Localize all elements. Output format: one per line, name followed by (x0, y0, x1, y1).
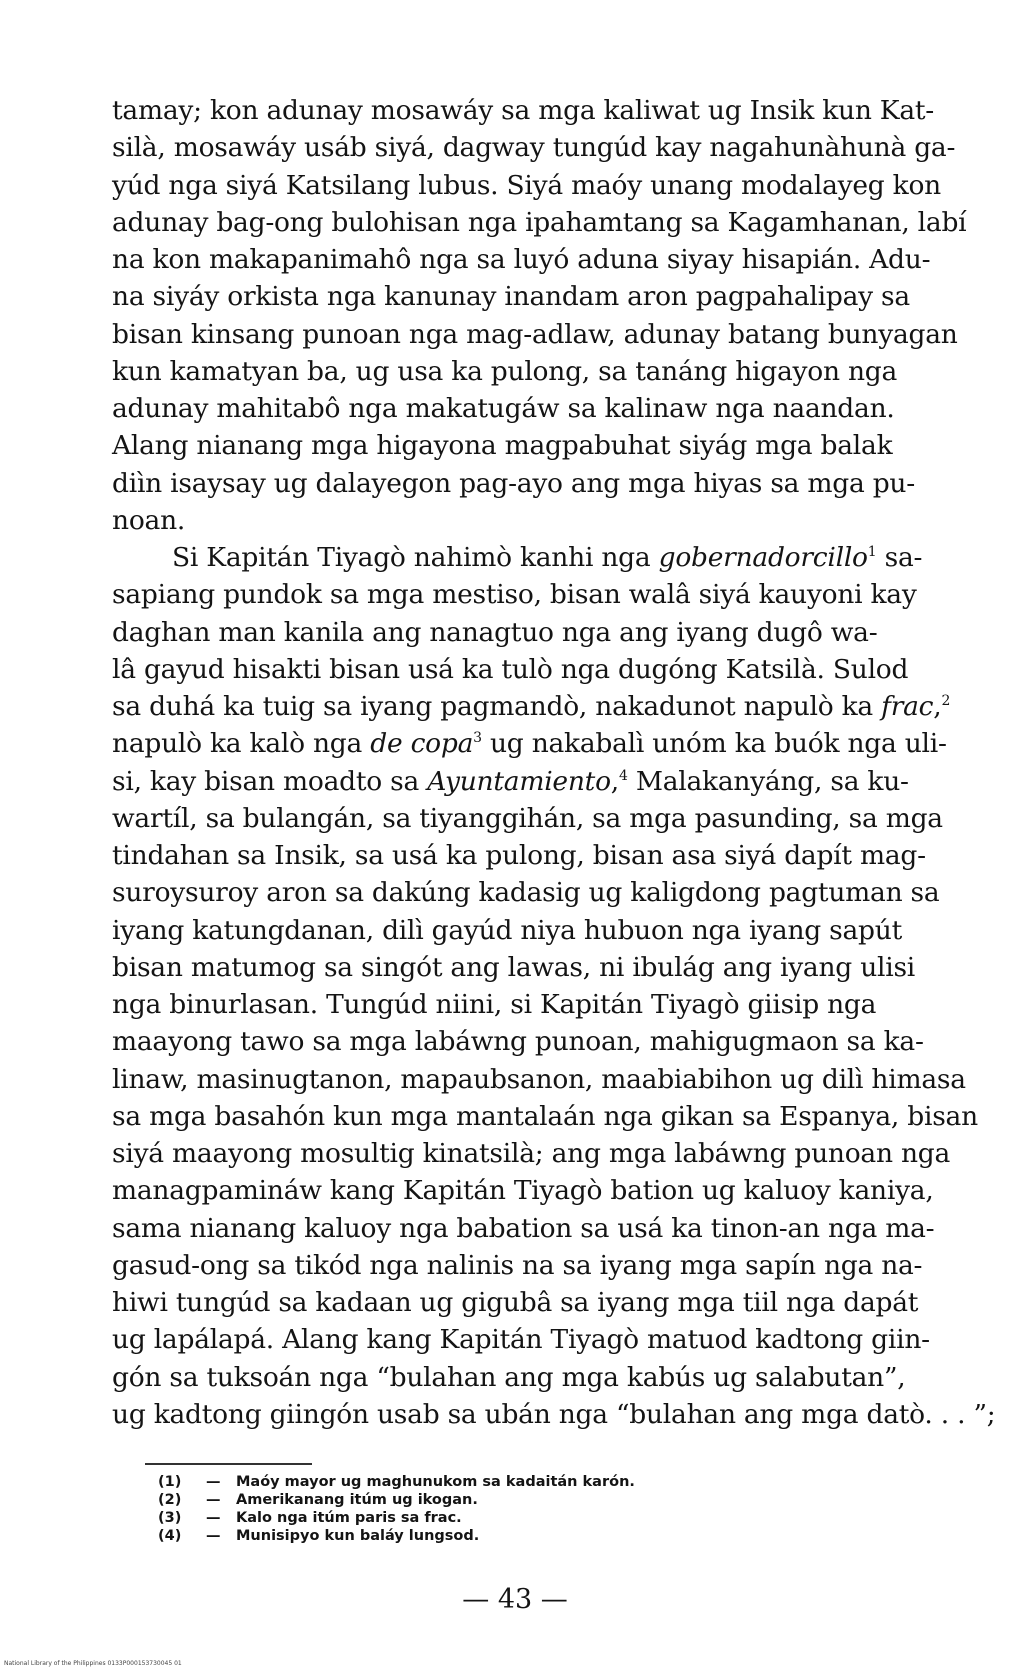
page-body (112, 92, 996, 1433)
text-line: kun kamatyan ba, ug usa ka pulong, sa tanáng higayon nga (112, 355, 898, 387)
text-run: si, kay bisan moadto sa (112, 765, 428, 797)
footnote-dash: — (206, 1528, 221, 1544)
text-line: tamay; kon adunay mosawáy sa mga kaliwat ug Insik kun Kat- (112, 95, 935, 126)
text-line: yúd nga siyá Katsilang lubus. Siyá maóy unang modalayeg kon (112, 169, 941, 201)
text-line: sa mga basahón kun mga mantalaán nga gikan sa Espanya, bisan (112, 1100, 978, 1132)
text-run: napulò ka kalò nga (112, 728, 371, 760)
footnote-number: (1) (158, 1474, 182, 1490)
footnote-ref: 2 (941, 693, 951, 710)
text-line: sapiang pundok sa mga mestiso, bisan walâ siyá kauyoni kay (112, 579, 917, 611)
page-number: — 43 — (462, 1584, 568, 1615)
text-line: adunay mahitabô nga makatugáw sa kalinaw nga naandan. (112, 393, 895, 424)
text-line: silà, mosawáy usáb siyá, dagway tungúd kay nagahunàhunà ga- (112, 132, 956, 164)
italic-term: gobernadorcillo (658, 542, 868, 573)
text-run: , (610, 765, 619, 797)
footnote-dash: — (206, 1474, 221, 1490)
text-line: wartíl, sa bulangán, sa tiyanggihán, sa mga pasunding, sa mga (112, 802, 943, 834)
footnote-dash: — (206, 1492, 221, 1508)
library-watermark: National Library of the Philippines 0133P000153730045 01 (4, 1660, 182, 1667)
text-run: Malakanyáng, sa ku- (627, 765, 909, 797)
footnote-text: Kalo nga itúm paris sa frac. (236, 1510, 462, 1526)
text-line: maayong tawo sa mga labáwng punoan, mahigugmaon sa ka- (112, 1026, 924, 1058)
text-line: lâ gayud hisakti bisan usá ka tulò nga dugóng Katsilà. Sulod (112, 653, 909, 685)
footnote-ref: 4 (618, 767, 628, 784)
footnote-dash: — (206, 1510, 221, 1526)
text-line: suroysuroy aron sa dakúng kadasig ug kaligdong pagtuman sa (112, 877, 940, 909)
text-line: noan. (112, 504, 186, 536)
text-line (112, 688, 955, 725)
text-line: ug kadtong giingón usab sa ubán nga “bulahan ang mga datò. . . ”; (112, 1398, 996, 1430)
italic-term: de copa (370, 728, 474, 760)
text-run: , (933, 691, 942, 722)
footnote (158, 1473, 635, 1491)
footnote-number: (4) (158, 1528, 182, 1544)
footnote-text: Maóy mayor ug maghunukom sa kadaitán karón. (236, 1474, 635, 1490)
text-line (112, 539, 955, 576)
footnote (158, 1491, 635, 1509)
footnote-text: Munisipyo kun baláy lungsod. (236, 1528, 480, 1544)
text-line: hiwi tungúd sa kadaan ug gigubâ sa iyang mga tiil nga dapát (112, 1287, 919, 1318)
text-line: diìn isaysay ug dalayegon pag-ayo ang mga hiyas sa mga pu- (112, 467, 915, 499)
text-line: sama nianang kaluoy nga babation sa usá ka tinon-an nga ma- (112, 1212, 935, 1244)
text-run: sa- (876, 542, 923, 573)
text-line: tindahan sa Insik, sa usá ka pulong, bisan asa siyá dapít mag- (112, 840, 926, 871)
text-run: ug nakabalì unóm ka buók nga uli- (481, 728, 947, 760)
text-line: ug lapálapá. Alang kang Kapitán Tiyagò matuod kadtong giin- (112, 1324, 930, 1356)
text-line: gasud-ong sa tikód nga nalinis na sa iyang mga sapín nga na- (112, 1249, 923, 1281)
text-line: nga binurlasan. Tungúd niini, si Kapitán Tiyagò giisip nga (112, 989, 877, 1020)
text-line: linaw, masinugtanon, mapaubsanon, maabiabihon ug dilì himasa (112, 1063, 966, 1095)
footnote (158, 1527, 635, 1545)
footnotes (158, 1473, 635, 1545)
text-run: sa duhá ka tuig sa iyang pagmandò, nakadunot napulò ka (112, 691, 882, 722)
text-line: daghan man kanila ang nanagtuo nga ang iyang dugô wa- (112, 616, 878, 648)
text-line: siyá maayong mosultig kinatsilà; ang mga labáwng punoan nga (112, 1138, 951, 1169)
text-line: iyang katungdanan, dilì gayúd niya hubuon nga iyang sapút (112, 914, 902, 946)
text-line: bisan matumog sa singót ang lawas, ni ibulág ang iyang ulisi (112, 951, 916, 983)
text-line (112, 763, 955, 800)
footnote-text: Amerikanang itúm ug ikogan. (236, 1492, 478, 1508)
text-line: gón sa tuksoán nga “bulahan ang mga kabús ug salabutan”, (112, 1361, 906, 1393)
text-line: managpamináw kang Kapitán Tiyagò bation ug kaluoy kaniya, (112, 1175, 934, 1207)
italic-term: frac (881, 691, 934, 722)
text-line (112, 725, 955, 762)
paragraph-1 (112, 92, 967, 539)
text-run: Si Kapitán Tiyagò nahimò kanhi nga (172, 542, 659, 573)
footnote (158, 1509, 635, 1527)
footnote-number: (2) (158, 1492, 182, 1508)
footnote-divider (145, 1463, 312, 1465)
text-line: bisan kinsang punoan nga mag-adlaw, adunay batang bunyagan (112, 318, 958, 350)
footnote-ref: 3 (473, 730, 482, 747)
italic-term: Ayuntamiento (427, 765, 611, 797)
text-line: na siyáy orkista nga kanunay inandam aron pagpahalipay sa (112, 281, 910, 313)
text-line: na kon makapanimahô nga sa luyó aduna siyay hisapián. Adu- (112, 244, 931, 275)
footnote-number: (3) (158, 1510, 182, 1526)
paragraph-2 (112, 539, 996, 1433)
text-line: Alang nianang mga higayona magpabuhat siyág mga balak (112, 430, 893, 462)
footnote-ref: 1 (867, 544, 877, 561)
text-line: adunay bag-ong bulohisan nga ipahamtang sa Kagamhanan, labí (112, 206, 967, 238)
